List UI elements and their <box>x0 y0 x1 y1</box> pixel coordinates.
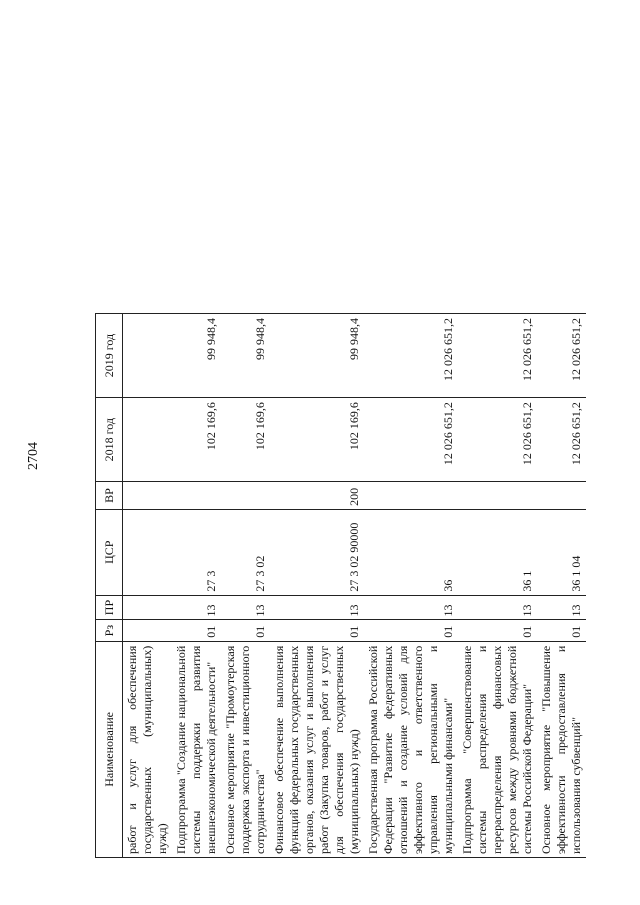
row-csr <box>123 509 173 595</box>
row-pr: 13 <box>364 595 458 620</box>
table-header-row <box>96 314 123 858</box>
row-csr: 27 3 02 90000 <box>270 509 364 595</box>
table-row <box>364 314 458 858</box>
row-rz: 01 <box>270 620 364 641</box>
row-2018: 12 026 651,2 <box>458 398 537 482</box>
header-2018: 2018 год <box>96 398 123 482</box>
row-rz: 01 <box>364 620 458 641</box>
row-2019: 12 026 651,2 <box>537 314 586 398</box>
row-rz: 01 <box>537 620 586 641</box>
row-name: работ и услуг для обеспечения государственных (муниципальных) нужд) <box>123 641 173 857</box>
header-name: Наименование <box>96 641 123 857</box>
row-2018: 12 026 651,2 <box>537 398 586 482</box>
table-row <box>458 314 537 858</box>
row-2019: 12 026 651,2 <box>458 314 537 398</box>
row-rz: 01 <box>221 620 270 641</box>
row-2018: 12 026 651,2 <box>364 398 458 482</box>
row-pr: 13 <box>270 595 364 620</box>
row-2018: 102 169,6 <box>221 398 270 482</box>
table-row <box>123 314 173 858</box>
header-rz: Рз <box>96 620 123 641</box>
row-vr <box>458 482 537 510</box>
header-vr: ВР <box>96 482 123 510</box>
budget-table <box>95 313 586 858</box>
table-row <box>537 314 586 858</box>
row-2019: 99 948,4 <box>221 314 270 398</box>
row-pr <box>123 595 173 620</box>
row-pr: 13 <box>172 595 221 620</box>
row-csr: 27 3 02 <box>221 509 270 595</box>
row-csr: 27 3 <box>172 509 221 595</box>
row-vr <box>123 482 173 510</box>
row-2019: 12 026 651,2 <box>364 314 458 398</box>
row-2019: 99 948,4 <box>270 314 364 398</box>
row-name: Основное мероприятие "Промоутерская поддержка экспорта и инвестиционного сотрудничества" <box>221 641 270 857</box>
page-number: 2704 <box>26 442 41 470</box>
row-2018: 102 169,6 <box>172 398 221 482</box>
row-2018 <box>123 398 173 482</box>
table-row <box>221 314 270 858</box>
row-pr: 13 <box>221 595 270 620</box>
row-vr <box>172 482 221 510</box>
row-2019: 99 948,4 <box>172 314 221 398</box>
row-pr: 13 <box>458 595 537 620</box>
row-vr <box>221 482 270 510</box>
row-rz: 01 <box>458 620 537 641</box>
header-2019: 2019 год <box>96 314 123 398</box>
row-csr: 36 1 <box>458 509 537 595</box>
row-2018: 102 169,6 <box>270 398 364 482</box>
row-pr: 13 <box>537 595 586 620</box>
row-name: Подпрограмма "Совершенствование системы распределения и перераспределения финансовых ресурсов между уровнями бюджетной системы Российской Федерации" <box>458 641 537 857</box>
row-name: Основное мероприятие "Повышение эффективности предоставления и использования субвенций" <box>537 641 586 857</box>
row-name: Подпрограмма "Создание национальной системы поддержки развития внешнеэкономической деятельности" <box>172 641 221 857</box>
row-vr <box>364 482 458 510</box>
row-name: Финансовое обеспечение выполнения функций федеральных государственных органов, оказания услуг и выполнения работ (Закупка товаров, работ и услуг для обеспечения государственных (муниципальных) нужд) <box>270 641 364 857</box>
row-csr: 36 <box>364 509 458 595</box>
row-rz: 01 <box>172 620 221 641</box>
row-vr: 200 <box>270 482 364 510</box>
row-csr: 36 1 04 <box>537 509 586 595</box>
table-row <box>270 314 364 858</box>
header-csr: ЦСР <box>96 509 123 595</box>
header-pr: ПР <box>96 595 123 620</box>
table-row <box>172 314 221 858</box>
row-vr <box>537 482 586 510</box>
row-name: Государственная программа Российской Федерации "Развитие федеративных отношений и создание условий для эффективного и ответственного управления региональными и муниципальными финансами" <box>364 641 458 857</box>
row-rz <box>123 620 173 641</box>
row-2019 <box>123 314 173 398</box>
